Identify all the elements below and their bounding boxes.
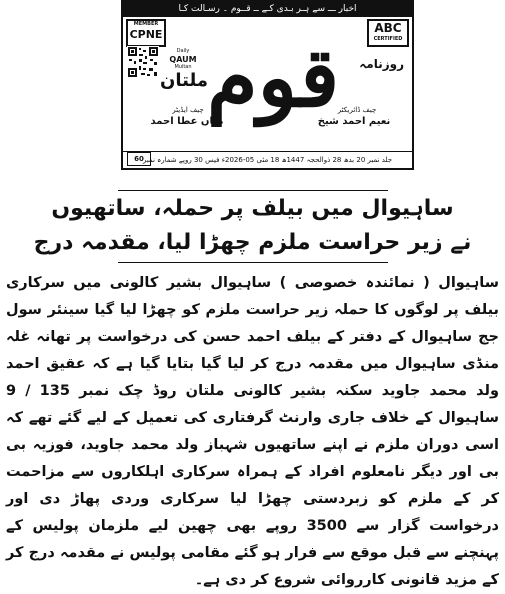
article-body <box>6 270 499 594</box>
director-name: نعیم احمد شیخ <box>317 116 391 127</box>
director-label: چیف ڈائریکٹر <box>337 106 377 114</box>
newspaper-masthead <box>121 0 414 170</box>
masthead-top-strip: اخبار ـــ سے ہـر بـدی کـے ــ قــوم ۔ رسـالت کـا <box>123 2 412 17</box>
qaum-latin: QAUM <box>169 55 197 64</box>
chief-editor-name: میاں عطا احمد <box>150 116 224 127</box>
headline-top-rule <box>118 190 388 191</box>
cpne-label: CPNE <box>129 28 163 41</box>
headline-bottom-rule <box>118 262 388 263</box>
roznama-label: روزنامہ <box>359 57 404 71</box>
chief-editor-label: چیف ایڈیٹر <box>172 106 204 114</box>
certified-label: CERTIFIED <box>373 36 403 42</box>
city-label: ملتان <box>160 70 208 91</box>
issue-number-box: 60 <box>127 152 151 166</box>
headline-line-1: ساہیوال میں بیلف پر حملہ، ساتھیوں <box>51 196 454 221</box>
article-paragraph: ساہیوال ( نمائندہ خصوصی ) ساہیوال بشیر کالونی میں سرکاری بیلف پر لوگوں کا حملہ زیر حراست ملزم کو چھڑا لیا گیا سینئر سول جج ساہیوال کے دفتر کے بیلف احمد حسن کی درخواست پر تھانہ غلہ منڈی ساہیوال میں مقدمہ درج کر لیا گیا بتایا گیا ہے کہ عقیق احمد ولد محمد جاوید سکنہ بشیر کالونی ملتان روڈ چک نمبر 135 / 9 ساہیوال کے خلاف جاری وارنٹ گرفتاری کی تعمیل کے لیے گئے تھے کہ اسی دوران ملزم نے اپنے ساتھیوں شہباز ولد محمد جاوید، فوزیہ بی بی اور دیگر نامعلوم افراد کے ہمراہ سرکاری اہلکاروں سے مزاحمت کر کے ملزم کو زبردستی چھڑا لیا سرکاری وردی پھاڑ دی اور درخواست گزار سے 3500 روپے بھی چھین لیے ملزمان پولیس کے پہنچنے سے قبل موقع سے فرار ہو گئے مقامی پولیس نے مقدمہ درج کر کے مزید قانونی کارروائی شروع کر دی ہے۔ <box>6 275 499 588</box>
headline-line-2: نے زیر حراست ملزم چھڑا لیا، مقدمہ درج <box>33 230 472 255</box>
masthead-date-line: جلد نمبر 20 بدھ 28 ذوالحجہ 1447ھ 18 مئی 05-2026ء فیس 30 روپے شمارہ نمبر <box>123 151 412 168</box>
abc-certified-badge <box>367 19 409 47</box>
multan-latin: Multan <box>174 64 192 70</box>
cpne-member-badge <box>126 19 166 47</box>
daily-label: Daily <box>176 48 190 54</box>
qaum-logo: قوم <box>206 30 340 126</box>
abc-label: ABC <box>374 21 402 35</box>
member-label: MEMBER <box>133 21 159 27</box>
